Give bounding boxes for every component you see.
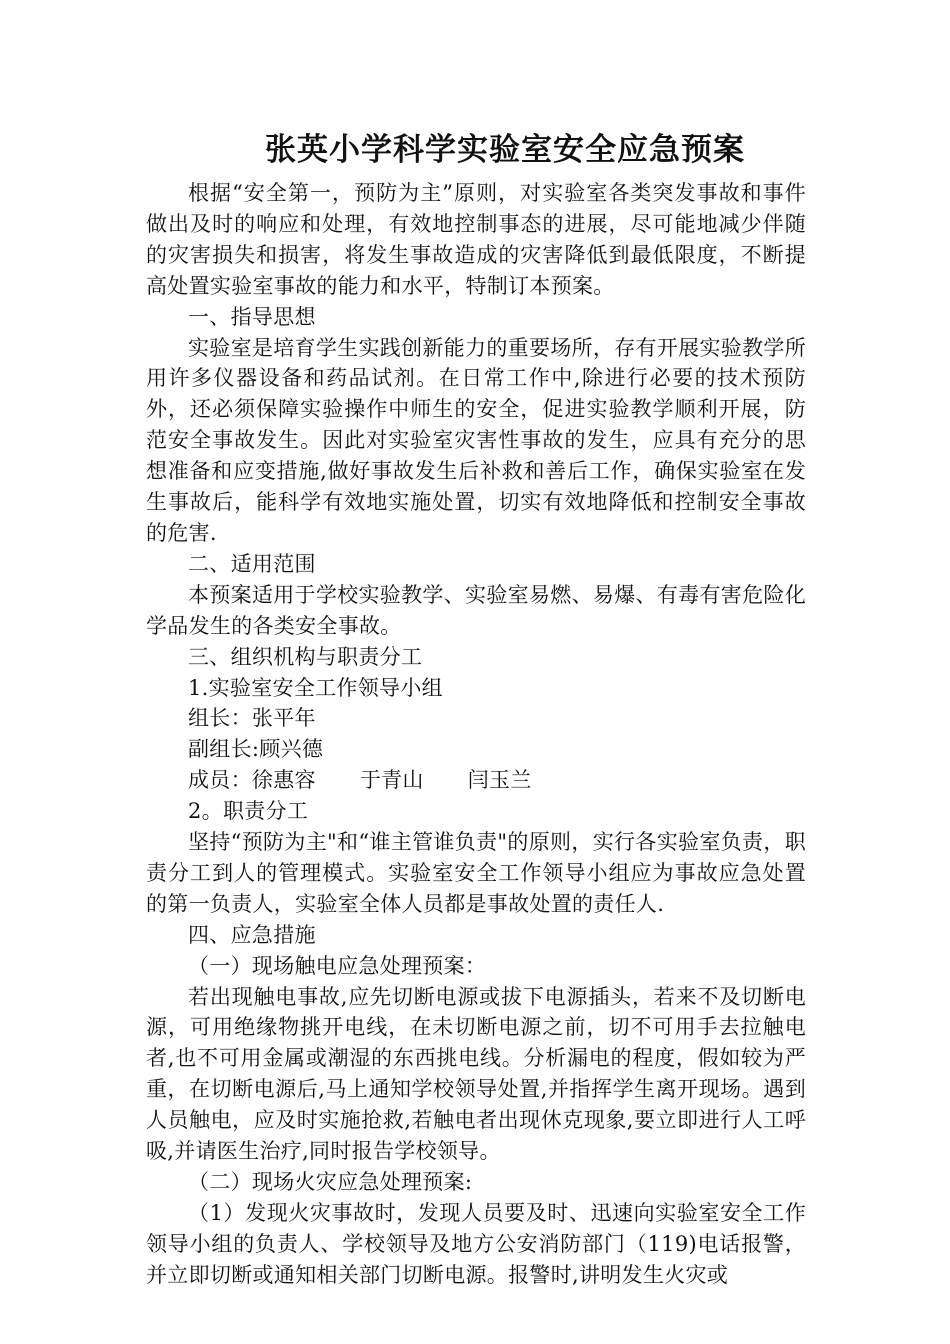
member-name: 闫玉兰 — [467, 768, 532, 793]
scope-paragraph: 本预案适用于学校实验教学、实验室易燃、易爆、有毒有害危险化学品发生的各类安全事故。 — [146, 582, 806, 638]
subsection-duties: 2。职责分工 — [188, 799, 309, 824]
guiding-thought-paragraph: 实验室是培育学生实践创新能力的重要场所，存有开展实验教学所用许多仪器设备和药品试剂。在日常工作中,除进行必要的技术预防外，还必须保障实验操作中师生的安全，促进实验教学顺利开展，防范安全事故发生。因此对实验室灾害性事故的发生，应具有充分的思想准备和应变措施,做好事故发生后补救和善后工作，确保实验室在发生事故后，能科学有效地实施处置，切实有效地降低和控制安全事故的危害. — [146, 335, 806, 545]
section-heading-guiding-thought: 一、指导思想 — [188, 304, 316, 329]
section-heading-emergency-measures: 四、应急措施 — [188, 922, 316, 947]
members-label: 成员： — [188, 768, 252, 793]
subsection-leading-group: 1.实验室安全工作领导小组 — [188, 675, 443, 700]
deputy-leader-line: 副组长:顾兴德 — [188, 737, 324, 762]
subsection-fire: （二）现场火灾应急处理预案: — [188, 1170, 473, 1194]
section-heading-scope: 二、适用范围 — [188, 551, 316, 576]
members-line — [146, 765, 806, 796]
intro-paragraph: 根据“安全第一，预防为主”原则，对实验室各类突发事故和事件做出及时的响应和处理，有效地控制事态的进展，尽可能地减少伴随的灾害损失和损害，将发生事故造成的灾害降低到最低限度，不断提高处置实验室事故的能力和水平，特制订本预案。 — [146, 181, 806, 298]
electric-shock-paragraph: 若出现触电事故,应先切断电源或拔下电源插头，若来不及切断电源，可用绝缘物挑开电线，在未切断电源之前，切不可用手去拉触电者,也不可用金属或潮湿的东西挑电线。分析漏电的程度，假如较为严重，在切断电源后,马上通知学校领导处置,并指挥学生离开现场。遇到人员触电，应及时实施抢救,若触电者出现休克现象,要立即进行人工呼吸,并请医生治疗,同时报告学校领导。 — [146, 984, 806, 1164]
group-leader-line: 组长：张平年 — [188, 706, 316, 731]
member-name: 徐惠容 — [251, 768, 316, 793]
document-title: 张英小学科学实验室安全应急预案 — [265, 132, 745, 168]
section-heading-organization: 三、组织机构与职责分工 — [188, 644, 423, 669]
duties-paragraph: 坚持“预防为主"和“谁主管谁负责"的原则，实行各实验室负责，职责分工到人的管理模式。实验室安全工作领导小组应为事故应急处置的第一负责人，实验室全体人员都是事故处置的责任人. — [146, 830, 806, 916]
member-name: 于青山 — [359, 768, 424, 793]
fire-paragraph: （1）发现火灾事故时，发现人员要及时、迅速向实验室安全工作领导小组的负责人、学校领导及地方公安消防部门（119)电话报警，并立即切断或通知相关部门切断电源。报警时,讲明发生火灾或 — [146, 1200, 806, 1287]
subsection-electric-shock: （一）现场触电应急处理预案： — [188, 953, 487, 978]
document-body — [146, 178, 806, 1291]
